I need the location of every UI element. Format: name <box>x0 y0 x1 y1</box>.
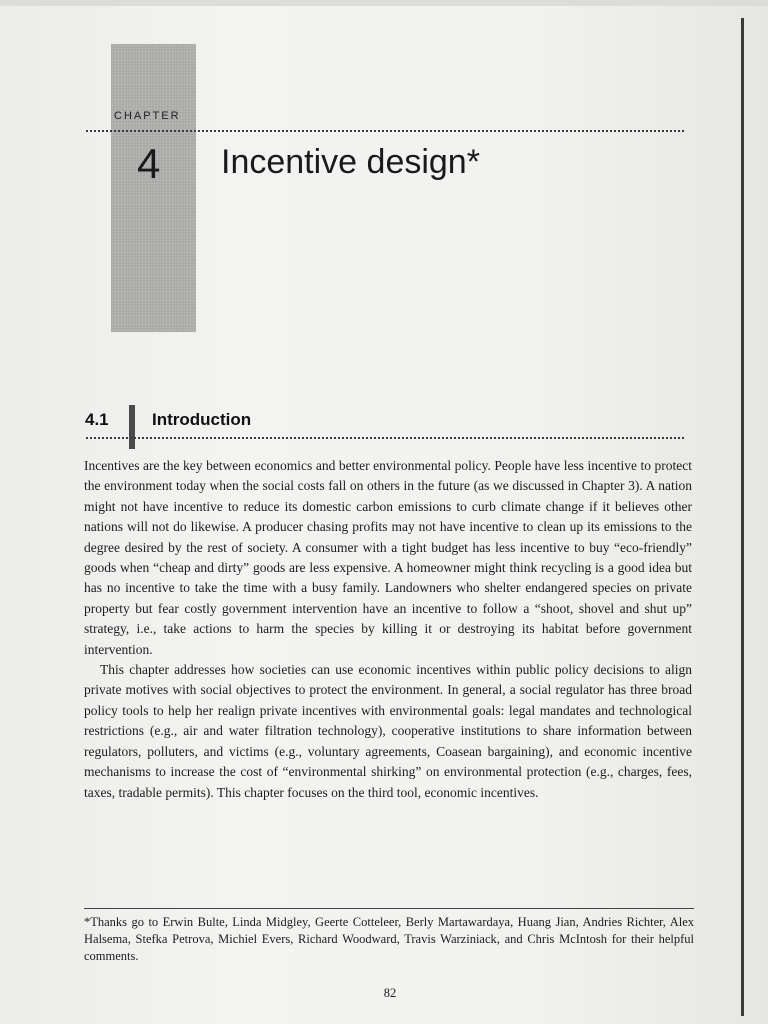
chapter-number: 4 <box>137 140 161 187</box>
section-marker-bar <box>129 405 135 449</box>
section-dotted-rule <box>86 437 684 439</box>
binding-edge-rule <box>741 18 744 1016</box>
body-text <box>84 456 692 803</box>
footnote: *Thanks go to Erwin Bulte, Linda Midgley, Geerte Cotteleer, Berly Martawardaya, Huang Jian, Andries Richter, Alex Halsema, Stefka Petrova, Michiel Evers, Richard Woodward, Travis Warziniack, and Chris McIntosh for their helpful comments. <box>84 915 694 963</box>
page-number: 82 <box>383 986 397 1000</box>
footnote-divider <box>84 908 694 909</box>
paragraph: This chapter addresses how societies can use economic incentives within public policy decisions to align private motives with social objectives to protect the environment. In general, a social regulator has three broad policy tools to help her realign private incentives with environmental goals: legal mandates and technological restrictions (e.g., air and water filtration technology), cooperative institutions to share information between regulators, polluters, and victims (e.g., voluntary agreements, Coasean bargaining), and economic incentive mechanisms to increase the cost of “environmental shirking” on environmental protection (e.g., charges, fees, taxes, tradable permits). This chapter focuses on the third tool, economic incentives. <box>84 662 692 800</box>
paragraph: Incentives are the key between economics and better environmental policy. People have less incentive to protect the environment today when the social costs fall on others in the future (as we discussed in Chapter 3). A nation might not have incentive to reduce its domestic carbon emissions to curb climate change if it believes other nations will not do likewise. A producer chasing profits may not have incentive to clean up its emissions to the degree desired by the rest of society. A consumer with a tight budget has less incentive to buy “eco-friendly” goods when “cheap and dirty” goods are less expensive. A homeowner might think recycling is a good idea but has no incentive to take the time with a busy family. Landowners who shelter endangered species on private property but fear costly government intervention have an incentive to follow a “shoot, shovel and shut up” strategy, i.e., take actions to harm the species by killing it or destroying its habitat before government intervention. <box>84 458 692 657</box>
chapter-dotted-rule <box>86 130 684 132</box>
section-number: 4.1 <box>85 410 109 429</box>
chapter-title: Incentive design* <box>221 143 480 181</box>
page-top-edge <box>0 0 768 6</box>
chapter-gray-block <box>111 44 196 332</box>
section-title: Introduction <box>152 410 252 429</box>
chapter-label: CHAPTER <box>114 110 181 122</box>
